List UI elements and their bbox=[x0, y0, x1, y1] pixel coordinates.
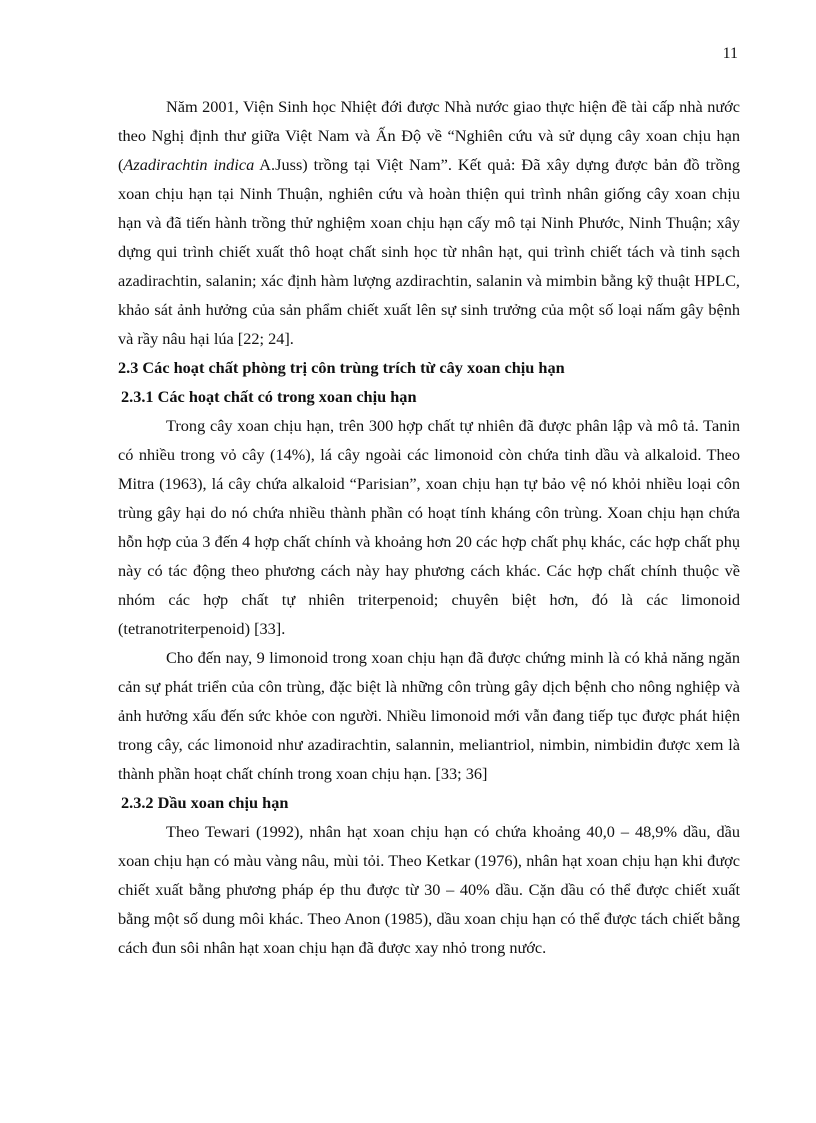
species-name-italic: Azadirachtin indica bbox=[123, 155, 255, 174]
paragraph-text: Năm 2001, Viện Sinh học Nhiệt đới được Nhà nước giao thực hiện đề tài cấp nhà nước theo Nghị định thư giữa Việt Nam và Ấn Độ về “Nghiên cứu và sử dụng cây xoan chịu hạn ( bbox=[118, 97, 740, 174]
section-heading-2-3-1: 2.3.1 Các hoạt chất có trong xoan chịu hạn bbox=[121, 387, 417, 406]
paragraph-2001-project bbox=[118, 92, 740, 353]
paragraph-limonoids: Cho đến nay, 9 limonoid trong xoan chịu hạn đã được chứng minh là có khả năng ngăn cản sự phát triển của côn trùng, đặc biệt là những côn trùng gây dịch bệnh cho nông nghiệp và ảnh hưởng xấu đến sức khỏe con người. Nhiều limonoid mới vẫn đang tiếp tục được phát hiện trong cây, các limonoid như azadirachtin, salannin, meliantriol, nimbin, nimbidin được xem là thành phần hoạt chất chính trong xoan chịu hạn. [33; 36] bbox=[118, 648, 740, 783]
section-heading-2-3-2: 2.3.2 Dầu xoan chịu hạn bbox=[121, 793, 289, 812]
page-number: 11 bbox=[722, 45, 738, 62]
section-heading-2-3: 2.3 Các hoạt chất phòng trị côn trùng trích từ cây xoan chịu hạn bbox=[118, 358, 565, 377]
paragraph-text: A.Juss) trồng tại Việt Nam”. Kết quả: Đã xây dựng được bản đồ trồng xoan chịu hạn tại Ninh Thuận, nghiên cứu và hoàn thiện qui trình nhân giống cây xoan chịu hạn và đã tiến hành trồng thử nghiệm xoan chịu hạn cấy mô tại Ninh Phước, Ninh Thuận; xây dựng qui trình chiết xuất thô hoạt chất sinh học từ nhân hạt, qui trình chiết tách và tinh sạch azadirachtin, salanin; xác định hàm lượng azdirachtin, salanin và mimbin bằng kỹ thuật HPLC, khảo sát ảnh hưởng của sản phẩm chiết xuất lên sự sinh trưởng của một số loại nấm gây bệnh và rầy nâu hại lúa [22; 24]. bbox=[118, 155, 740, 348]
paragraph-compounds: Trong cây xoan chịu hạn, trên 300 hợp chất tự nhiên đã được phân lập và mô tả. Tanin có nhiều trong vỏ cây (14%), lá cây ngoài các limonoid còn chứa tinh dầu và alkaloid. Theo Mitra (1963), lá cây chứa alkaloid “Parisian”, xoan chịu hạn tự bảo vệ nó khỏi nhiều loại côn trùng gây hại do nó chứa nhiều thành phần có hoạt tính kháng côn trùng. Xoan chịu hạn chứa hỗn hợp của 3 đến 4 hợp chất chính và khoảng hơn 20 các hợp chất phụ khác, các hợp chất phụ này có tác động theo phương cách này hay phương cách khác. Các hợp chất chính thuộc về nhóm các hợp chất tự nhiên triterpenoid; chuyên biệt hơn, đó là các limonoid (tetranotriterpenoid) [33]. bbox=[118, 416, 740, 638]
document-body bbox=[118, 92, 740, 962]
paragraph-neem-oil: Theo Tewari (1992), nhân hạt xoan chịu hạn có chứa khoảng 40,0 – 48,9% dầu, dầu xoan chịu hạn có màu vàng nâu, mùi tỏi. Theo Ketkar (1976), nhân hạt xoan chịu hạn khi được chiết xuất bằng phương pháp ép thu được từ 30 – 40% dầu. Cặn dầu có thể được chiết xuất bằng một số dung môi khác. Theo Anon (1985), dầu xoan chịu hạn có thể được tách chiết bằng cách đun sôi nhân hạt xoan chịu hạn đã được xay nhỏ trong nước. bbox=[118, 822, 740, 957]
